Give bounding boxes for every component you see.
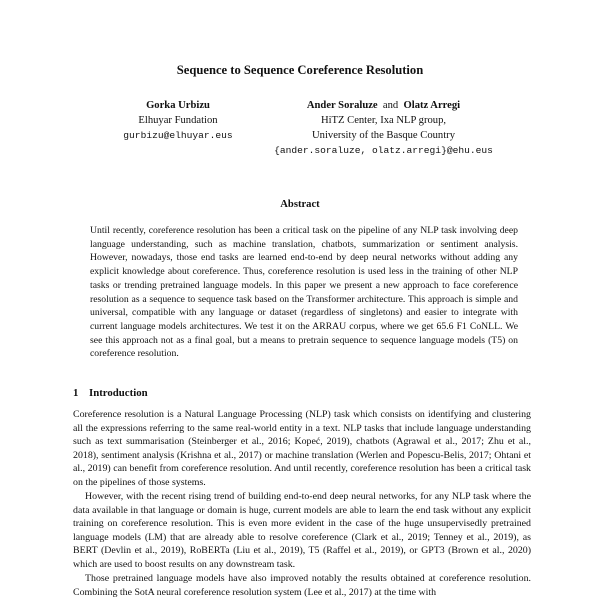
section-number: 1 xyxy=(73,387,79,399)
author-name: Gorka Urbizu xyxy=(146,100,210,111)
author-affiliation: University of the Basque Country xyxy=(312,130,455,141)
author-email: {ander.soraluze, olatz.arregi}@ehu.eus xyxy=(274,145,493,156)
body-paragraph: Those pretrained language models have also improved notably the results obtained at coreference resolution. Combining the SotA neural coreference resolution system (Lee et al., 2017) at the time with xyxy=(73,573,531,598)
author-email: gurbizu@elhuyar.eus xyxy=(123,130,233,141)
section-heading xyxy=(73,387,148,399)
body-paragraph: Coreference resolution is a Natural Language Processing (NLP) task which consists on identifying and clustering all the expressions referring to the same real-world entity in a text. NLP tasks that include language understanding such as text summarisation (Steinberger et al., 2016; Kopeć, 2019), chatbots (Agrawal et al., 2017; Zhu et al., 2018), sentiment analysis (Krishna et al., 2017) or machine translation (Werlen and Popescu-Belis, 2017; Ohtani et al., 2019) can benefit from coreference resolution. And until recently, coreference resolution has been a critical task on the pipelines of those systems. xyxy=(73,409,531,488)
author-affiliation: Elhuyar Fundation xyxy=(138,115,218,126)
body-paragraph: However, with the recent rising trend of building end-to-end deep neural networks, for any NLP task where the data available in that language or domain is huge, current models are able to learn the end task without any explicit training on coreference resolution. This is even more evident in the case of the huge unsupervisedly pretrained language models (LM) that are already able to resolve coreference (Clark et al., 2019; Tenney et al., 2019), as BERT (Devlin et al., 2019), RoBERTa (Liu et al., 2019), T5 (Raffel et al., 2019), or GPT3 (Brown et al., 2020) which are used to boost results on any downstream task. xyxy=(73,491,531,570)
author-affiliation: HiTZ Center, Ixa NLP group, xyxy=(320,115,447,126)
section-title: Introduction xyxy=(89,387,148,399)
author-block-1 xyxy=(103,98,253,143)
author-conjunction: and xyxy=(382,100,399,111)
author-name: Olatz Arregi xyxy=(403,100,461,111)
paper-title: Sequence to Sequence Coreference Resolution xyxy=(176,63,424,77)
author-names-line xyxy=(246,98,521,113)
abstract-heading: Abstract xyxy=(280,199,320,210)
author-block-2 xyxy=(246,98,521,158)
abstract-text: Until recently, coreference resolution has been a critical task on the pipeline of any NLP task involving deep language understanding, such as machine translation, chatbots, summarization or sentiment analysis. However, nowadays, those end tasks are learned end-to-end by deep neural networks without adding any explicit knowledge about coreference. Thus, coreference resolution is used less in the training of other NLP tasks or trending pretrained language models. In this paper we present a new approach to face coreference resolution as a sequence to sequence task based on the Transformer architecture. This approach is simple and universal, compatible with any language or dataset (regardless of singletons) and easier to integrate with current language models architectures. We test it on the ARRAU corpus, where we get 65.6 F1 CoNLL. We see this approach not as a final goal, but a means to pretrain sequence to sequence language models (T5) on coreference resolution. xyxy=(90,225,518,360)
author-name: Ander Soraluze xyxy=(306,100,378,111)
